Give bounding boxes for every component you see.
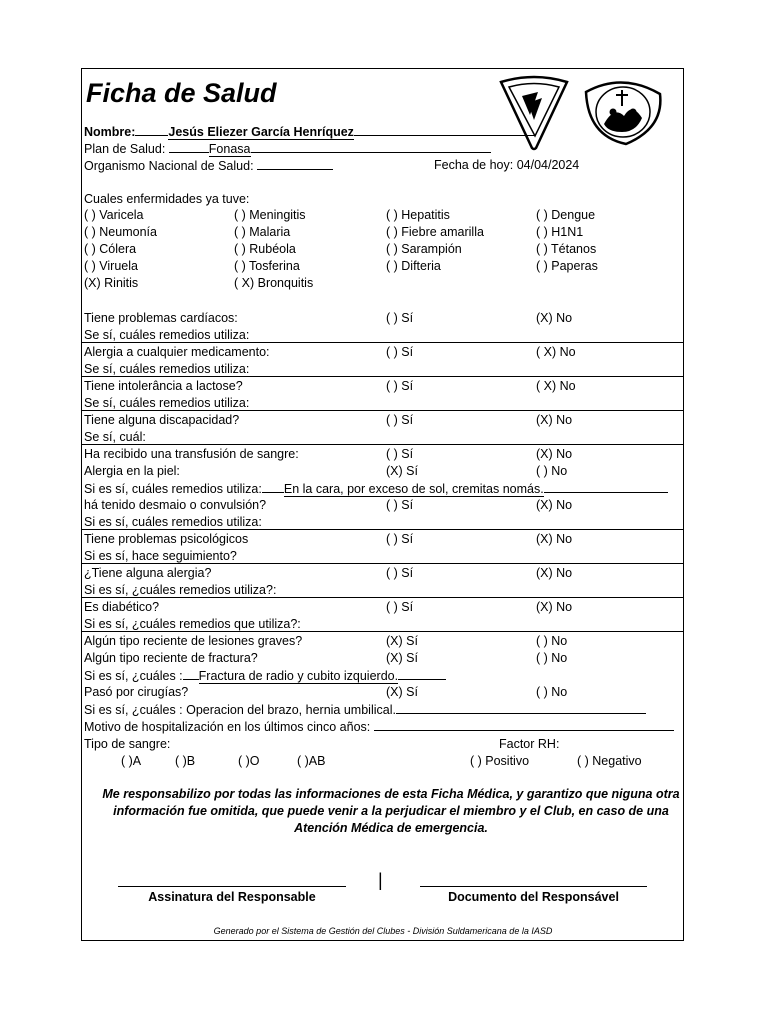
- fecha-value: 04/04/2024: [516, 158, 580, 172]
- plan-row: [84, 141, 491, 157]
- signature-label-right: Documento del Responsável: [448, 890, 619, 904]
- disease-item: (X) Rinitis: [84, 276, 139, 290]
- followup-label: Si es sí, hace seguimiento?: [84, 549, 237, 563]
- disease-item: ( ) Difteria: [386, 259, 441, 273]
- answer-no: (X) No: [536, 413, 573, 427]
- fecha-row: [434, 158, 579, 173]
- answer-si: ( ) Sí: [386, 413, 414, 427]
- disease-item: ( ) Dengue: [536, 208, 596, 222]
- adventurer-club-logo: [580, 76, 664, 148]
- fecha-label: Fecha de hoy:: [434, 158, 514, 172]
- disease-item: ( ) Sarampión: [386, 242, 462, 256]
- followup-row: [84, 481, 668, 497]
- disease-item: ( ) Fiebre amarilla: [386, 225, 484, 239]
- nombre-row: [84, 124, 535, 140]
- disease-item: ( ) Tétanos: [536, 242, 597, 256]
- followup-label: Si es sí, ¿cuáles : Operacion del brazo, hernia umbilical.: [84, 703, 396, 717]
- answer-no: (X) No: [536, 566, 573, 580]
- answer-si: ( ) Sí: [386, 532, 414, 546]
- question-label: Tiene problemas psicológicos: [84, 532, 249, 546]
- blood-type-label: Tipo de sangre:: [84, 737, 171, 751]
- question-label: Pasó por cirugías?: [84, 685, 189, 699]
- answer-si: ( ) Sí: [386, 311, 414, 325]
- blood-option-o: ( )O: [238, 754, 260, 768]
- answer-si: ( ) Sí: [386, 379, 414, 393]
- rh-factor-label: Factor RH:: [499, 737, 560, 751]
- disease-item: ( ) Tosferina: [234, 259, 300, 273]
- followup-label: Se sí, cuál:: [84, 430, 146, 444]
- disease-item: ( ) Rubéola: [234, 242, 296, 256]
- rh-option-positivo: ( ) Positivo: [470, 754, 530, 768]
- followup-label: Si es sí, ¿cuáles remedios utiliza?:: [84, 583, 277, 597]
- blood-option-a: ( )A: [121, 754, 142, 768]
- answer-no: (X) No: [536, 532, 573, 546]
- answer-no: (X) No: [536, 498, 573, 512]
- followup-value: Fractura de radio y cubito izquierdo.: [198, 669, 399, 683]
- question-label: há tenido desmaio o convulsión?: [84, 498, 267, 512]
- disease-item: ( ) Cólera: [84, 242, 137, 256]
- disease-item: ( ) H1N1: [536, 225, 584, 239]
- responsibility-statement: Me responsabilizo por todas las informaciones de esta Ficha Médica, y garantizo que niguna otra información fue omitida, que puede venir a la perjudicar el miembro y el Club, en caso de una Atención Médica de emergencia.: [102, 787, 680, 835]
- disease-item: ( ) Malaria: [234, 225, 291, 239]
- nombre-value: Jesús Eliezer García Henríquez: [168, 125, 354, 139]
- followup-label: Si es sí, ¿cuáles :: [84, 669, 183, 683]
- answer-no: ( ) No: [536, 651, 568, 665]
- question-label: Tiene intolerância a lactose?: [84, 379, 243, 393]
- followup-value: En la cara, por exceso de sol, cremitas nomás.: [283, 482, 544, 496]
- answer-no: (X) No: [536, 447, 573, 461]
- answer-no: ( X) No: [536, 345, 576, 359]
- organismo-label: Organismo Nacional de Salud:: [84, 159, 254, 173]
- diseases-heading: Cuales enfermidades ya tuve:: [84, 192, 250, 206]
- disease-item: ( ) Varicela: [84, 208, 144, 222]
- question-label: Algún tipo reciente de lesiones graves?: [84, 634, 303, 648]
- answer-si: ( ) Sí: [386, 447, 414, 461]
- answer-si: (X) Sí: [386, 634, 418, 648]
- question-label: Algún tipo reciente de fractura?: [84, 651, 258, 665]
- followup-label: Si es sí, cuáles remedios utiliza:: [84, 515, 262, 529]
- disease-item: ( ) Viruela: [84, 259, 138, 273]
- followup-label: Se sí, cuáles remedios utiliza:: [84, 362, 250, 376]
- signature-line-right: [420, 886, 647, 887]
- question-label: Es diabético?: [84, 600, 160, 614]
- disease-item: ( ) Meningitis: [234, 208, 306, 222]
- question-label: Ha recibido una transfusión de sangre:: [84, 447, 299, 461]
- followup-row: [84, 719, 674, 735]
- rh-option-negativo: ( ) Negativo: [577, 754, 642, 768]
- nombre-label: Nombre:: [84, 125, 136, 139]
- answer-si: (X) Sí: [386, 651, 418, 665]
- footer-note: Generado por el Sistema de Gestión del Clubes - División Suldamericana de la IASD: [213, 926, 553, 936]
- answer-no: ( ) No: [536, 634, 568, 648]
- answer-si: ( ) Sí: [386, 498, 414, 512]
- question-label: Alergia a cualquier medicamento:: [84, 345, 270, 359]
- answer-no: (X) No: [536, 311, 573, 325]
- followup-row: [84, 702, 646, 718]
- disease-item: ( ) Paperas: [536, 259, 598, 273]
- signature-label-left: Assinatura del Responsable: [148, 890, 316, 904]
- answer-si: (X) Sí: [386, 685, 418, 699]
- organismo-row: [84, 158, 333, 174]
- disease-item: ( ) Hepatitis: [386, 208, 450, 222]
- blood-option-ab: ( )AB: [297, 754, 326, 768]
- page-title: Ficha de Salud: [86, 78, 277, 108]
- question-label: Tiene problemas cardíacos:: [84, 311, 238, 325]
- disease-item: ( ) Neumonía: [84, 225, 157, 239]
- blood-option-b: ( )B: [175, 754, 196, 768]
- signature-separator: |: [378, 870, 383, 890]
- answer-no: ( ) No: [536, 464, 568, 478]
- question-label: ¿Tiene alguna alergia?: [84, 566, 212, 580]
- followup-label: Motivo de hospitalización en los últimos cinco años:: [84, 720, 371, 734]
- followup-label: Se sí, cuáles remedios utiliza:: [84, 396, 250, 410]
- plan-value: Fonasa: [208, 142, 251, 156]
- followup-label: Si es sí, ¿cuáles remedios que utiliza?:: [84, 617, 301, 631]
- question-label: Tiene alguna discapacidad?: [84, 413, 240, 427]
- question-label: Alergia en la piel:: [84, 464, 180, 478]
- signature-line-left: [118, 886, 346, 887]
- followup-row: [84, 668, 446, 684]
- answer-no: ( X) No: [536, 379, 576, 393]
- answer-si: ( ) Sí: [386, 345, 414, 359]
- followup-label: Si es sí, cuáles remedios utiliza:: [84, 482, 262, 496]
- disease-item: ( X) Bronquitis: [234, 276, 314, 290]
- followup-label: Se sí, cuáles remedios utiliza:: [84, 328, 250, 342]
- answer-si: (X) Sí: [386, 464, 418, 478]
- answer-no: (X) No: [536, 600, 573, 614]
- answer-si: ( ) Sí: [386, 566, 414, 580]
- plan-label: Plan de Salud:: [84, 142, 166, 156]
- answer-no: ( ) No: [536, 685, 568, 699]
- answer-si: ( ) Sí: [386, 600, 414, 614]
